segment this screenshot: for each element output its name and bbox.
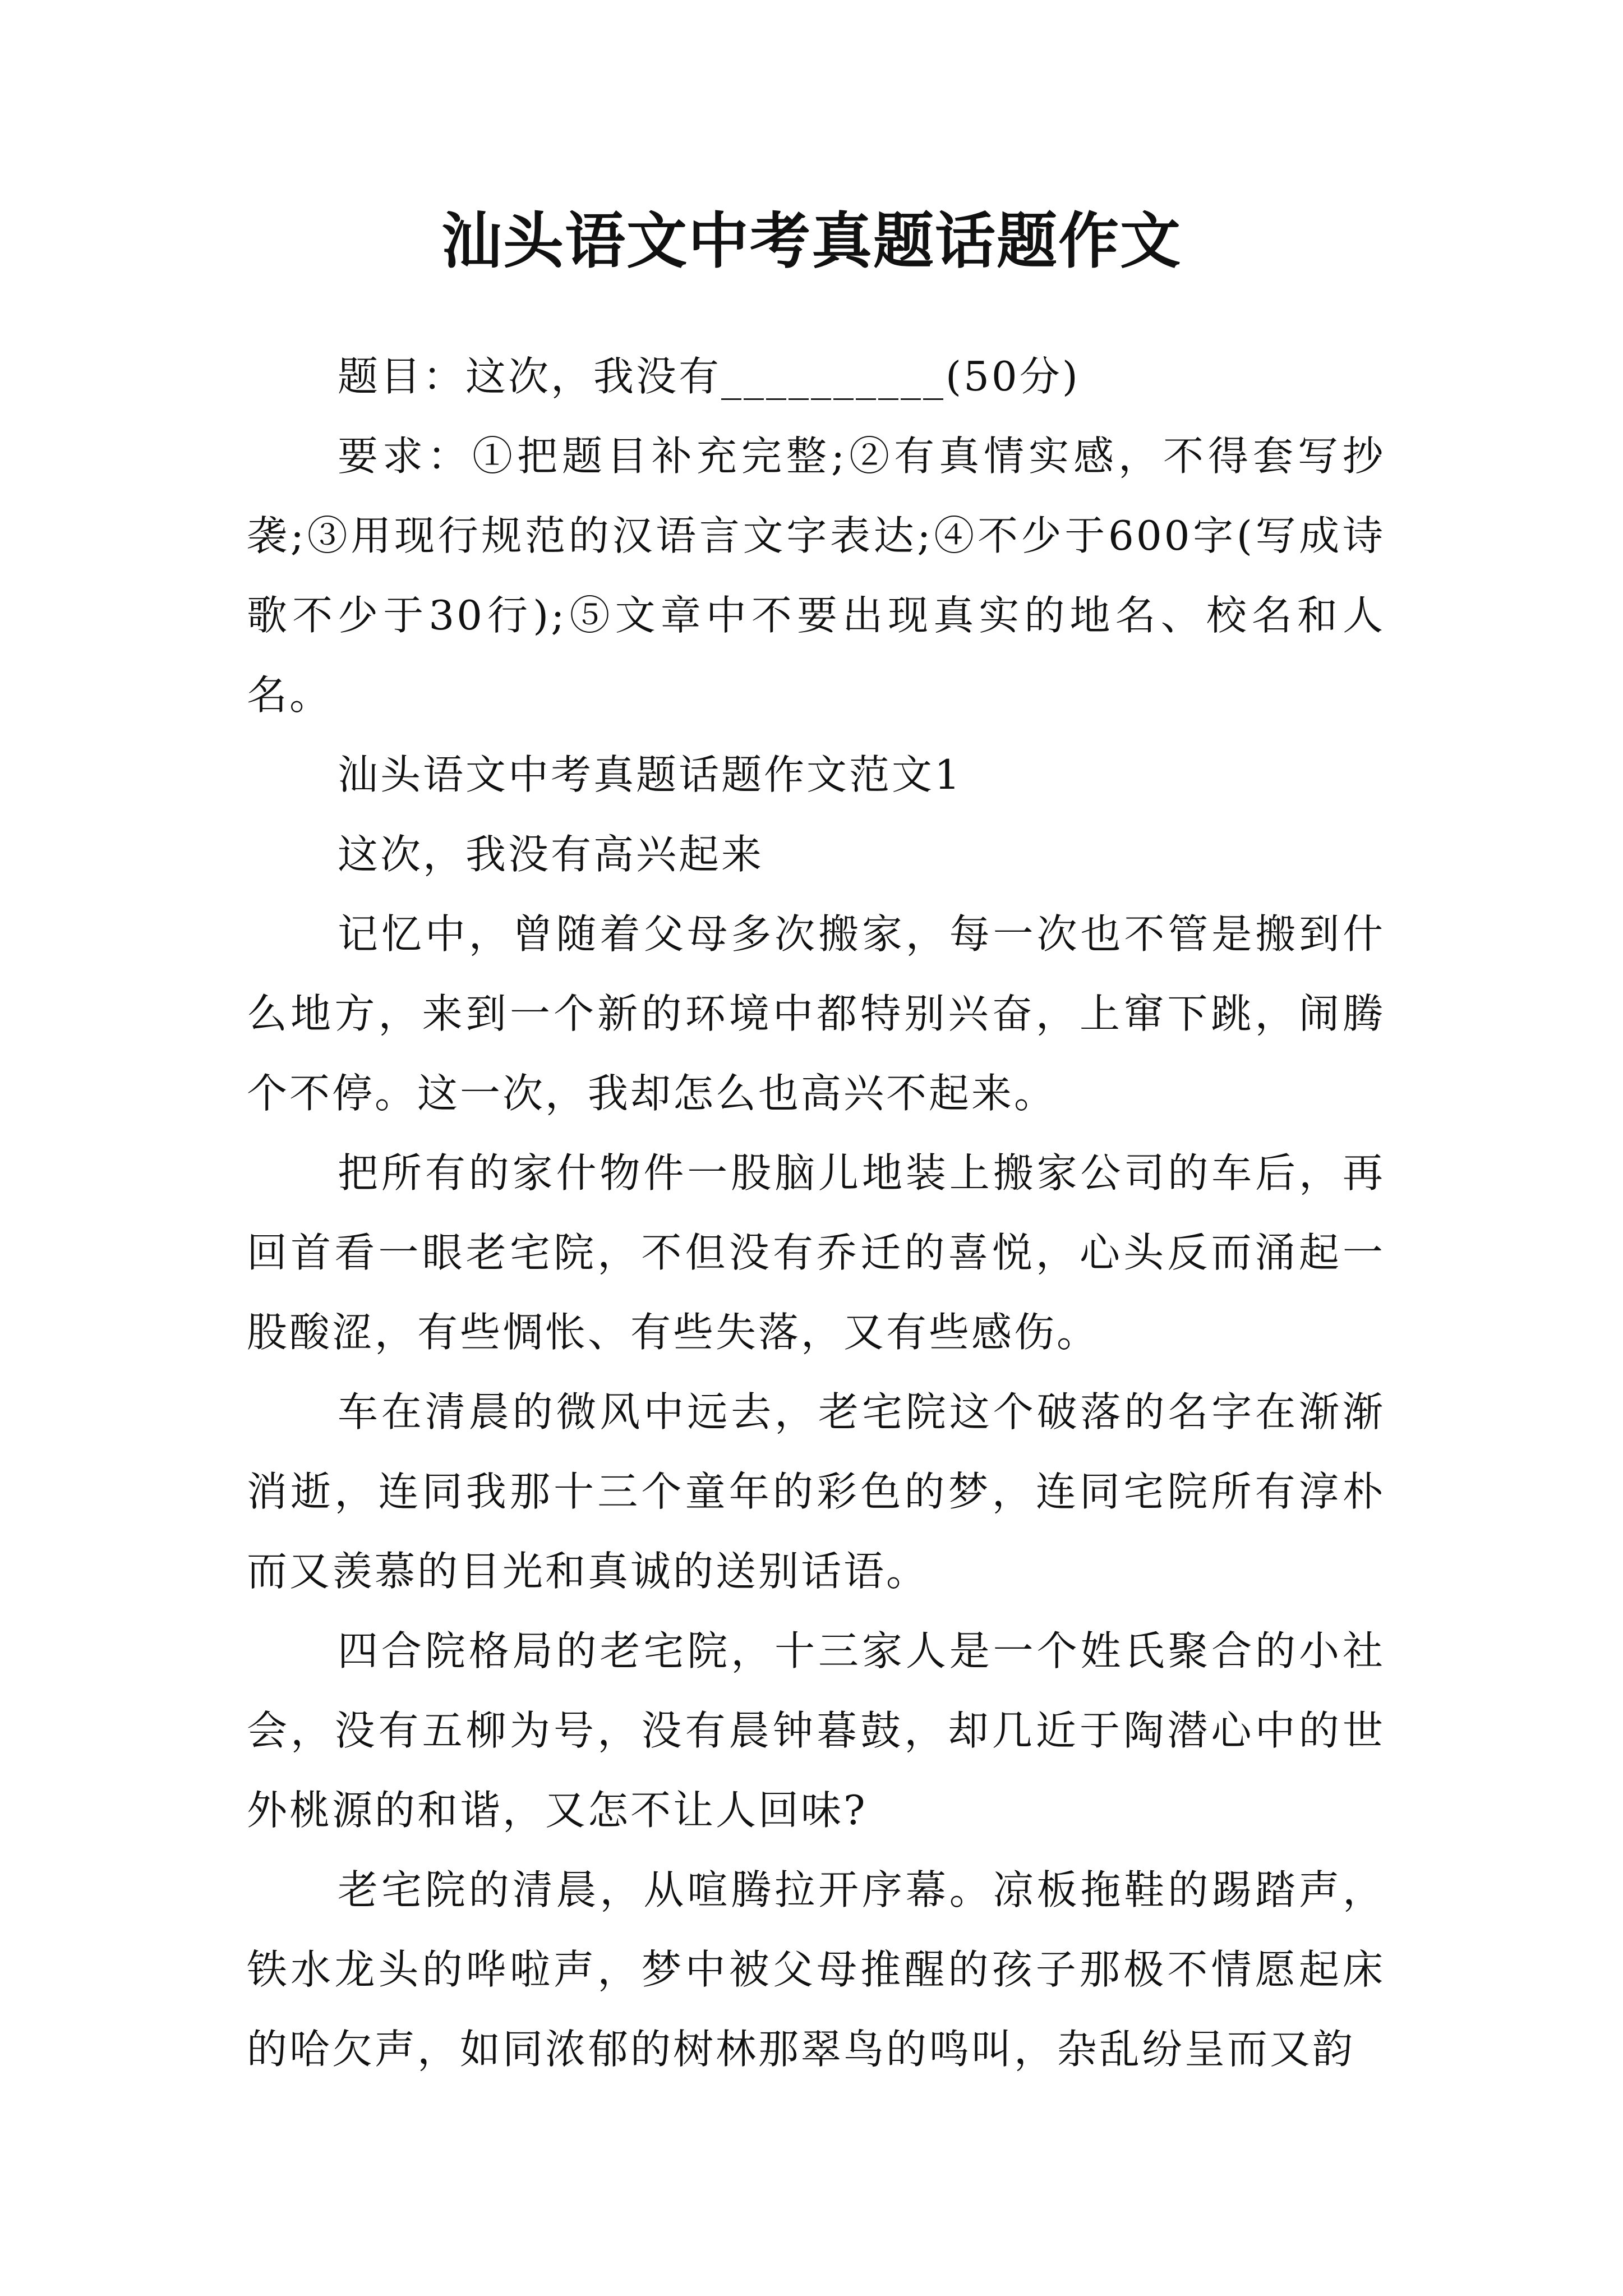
paragraph-essay-title: 这次，我没有高兴起来 <box>338 831 764 878</box>
paragraph-essay-4: 四合院格局的老宅院，十三家人是一个姓氏聚合的小社会，没有五柳为号，没有晨钟暮鼓，却几近于陶潜心中的世外桃源的和谐，又怎不让人回味? <box>247 1627 1385 1834</box>
document-title: 汕头语文中考真题话题作文 <box>441 206 1182 277</box>
paragraph-sample-heading: 汕头语文中考真题话题作文范文1 <box>338 751 962 798</box>
paragraph-topic: 题目：这次，我没有__________(50分) <box>338 353 1080 400</box>
document-body <box>247 337 1385 2089</box>
paragraph-essay-1: 记忆中，曾随着父母多次搬家，每一次也不管是搬到什么地方，来到一个新的环境中都特别兴奋，上窜下跳，闹腾个不停。这一次，我却怎么也高兴不起来。 <box>247 910 1385 1117</box>
paragraph-essay-3: 车在清晨的微风中远去，老宅院这个破落的名字在渐渐消逝，连同我那十三个童年的彩色的梦，连同宅院所有淳朴而又羡慕的目光和真诚的送别话语。 <box>247 1388 1385 1595</box>
paragraph-essay-5: 老宅院的清晨，从喧腾拉开序幕。凉板拖鞋的踢踏声，铁水龙头的哗啦声，梦中被父母推醒的孩子那极不情愿起床的哈欠声，如同浓郁的树林那翠鸟的鸣叫，杂乱纷呈而又韵 <box>247 1866 1385 2073</box>
paragraph-essay-2: 把所有的家什物件一股脑儿地装上搬家公司的车后，再回首看一眼老宅院，不但没有乔迁的喜悦，心头反而涌起一股酸涩，有些惆怅、有些失落，又有些感伤。 <box>247 1149 1385 1356</box>
paragraph-requirements: 要求：①把题目补充完整;②有真情实感，不得套写抄袭;③用现行规范的汉语言文字表达;④不少于600字(写成诗歌不少于30行);⑤文章中不要出现真实的地名、校名和人名。 <box>247 432 1385 719</box>
